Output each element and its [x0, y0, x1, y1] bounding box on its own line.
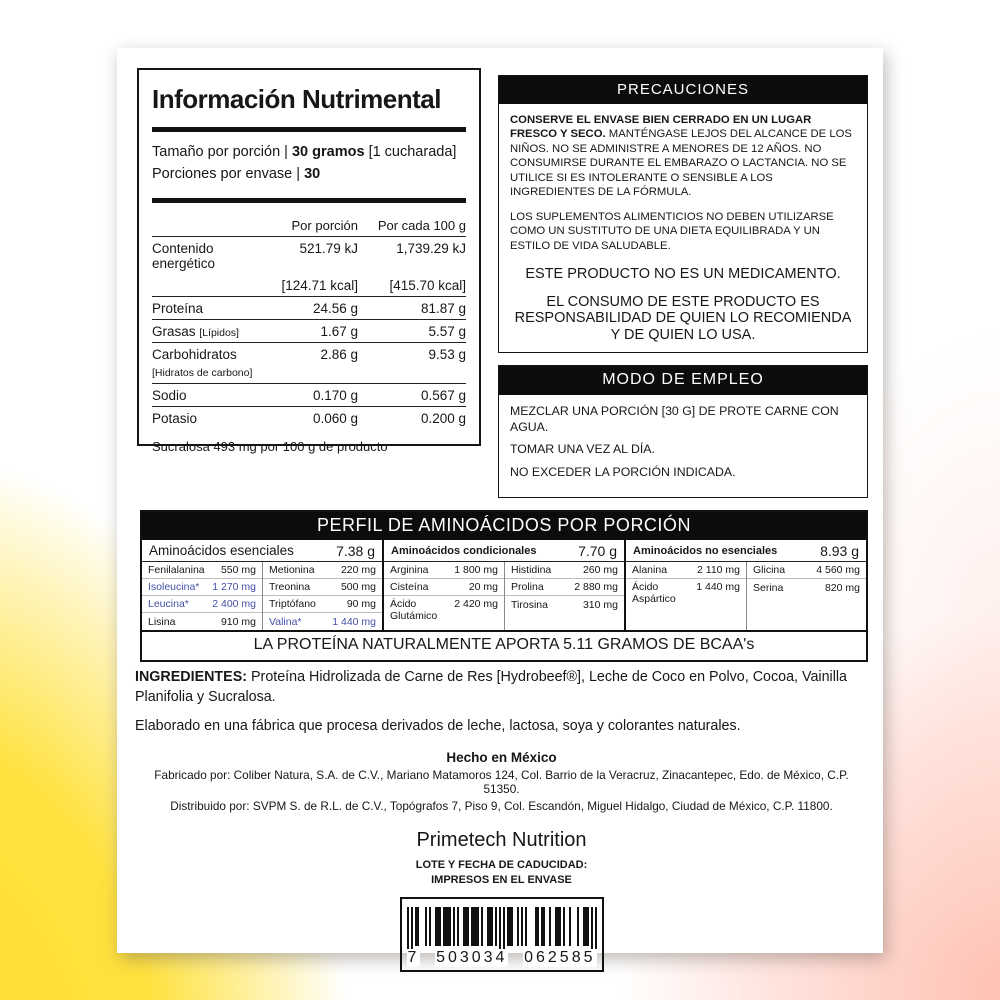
col-per-100g: Por cada 100 g [377, 217, 466, 233]
amino-cell: Glicina 4 560 mg [747, 562, 866, 579]
group-name: Aminoácidos no esenciales [633, 544, 778, 557]
divider-bar [152, 127, 466, 132]
nutrition-row-protein: Proteína 24.56 g 81.87 g [152, 297, 466, 320]
lot-info: LOTE Y FECHA DE CADUCIDAD: IMPRESOS EN EL ENVASE [415, 859, 588, 887]
group-total: 7.70 g [578, 542, 617, 559]
brand-name: Primetech Nutrition [416, 829, 587, 852]
amino-cell: Triptófano 90 mg [263, 596, 382, 613]
ingredients-label: INGREDIENTES: [135, 669, 248, 685]
allergen-statement: Elaborado en una fábrica que procesa derivados de leche, lactosa, soya y colorantes naturales. [135, 718, 741, 735]
usage-body [499, 395, 867, 497]
usage-line-2: TOMAR UNA VEZ AL DÍA. [510, 442, 655, 457]
amino-cell: Ácido Glutámico 2 420 mg [390, 598, 498, 623]
bcaa-note: LA PROTEÍNA NATURALMENTE APORTA 5.11 GRAMOS DE BCAA's [142, 630, 866, 660]
servings-per-container-value: 30 [304, 166, 321, 183]
barcode-digits: 7 503034 062585 [407, 949, 596, 967]
serving-size-row [152, 141, 466, 186]
amino-cell-bcaa: Valina* 1 440 mg [269, 615, 376, 628]
col-per-serving: Por porción [291, 217, 358, 233]
amino-cell: Tirosina 310 mg [511, 598, 618, 611]
group-total: 8.93 g [820, 542, 859, 559]
amino-profile-title: PERFIL DE AMINOÁCIDOS POR PORCIÓN [142, 512, 866, 540]
amino-cell: Metionina 220 mg [263, 562, 382, 579]
nutrition-row-potassium: Potasio 0.060 g 0.200 g [152, 410, 466, 426]
servings-per-container-label: Porciones por envase | [152, 166, 301, 183]
amino-cell-bcaa: Leucina* 2 400 mg [142, 596, 262, 613]
amino-cell: Treonina 500 mg [263, 579, 382, 596]
barcode-box [400, 897, 604, 972]
usage-title: MODO DE EMPLEO [499, 366, 867, 395]
amino-cell-bcaa: Isoleucina* 1 270 mg [142, 579, 262, 596]
amino-cell: Ácido Aspártico 1 440 mg [632, 581, 740, 606]
amino-group-nonessential [624, 540, 866, 630]
amino-cell: Lisina 910 mg [148, 615, 256, 628]
serving-size-note: [1 cucharada] [368, 144, 457, 160]
amino-cell: Arginina 1 800 mg [384, 562, 504, 579]
serving-size-label: Tamaño por porción | [152, 144, 288, 160]
nutrition-row-energy-kcal: [124.71 kcal] [415.70 kcal] [152, 274, 466, 297]
serving-size-value: 30 gramos [291, 144, 365, 160]
nutrition-row-energy: Contenido energético 521.79 kJ 1,739.29 kJ [152, 240, 466, 271]
amino-cell: Cisteína 20 mg [384, 579, 504, 596]
group-total: 7.38 g [336, 542, 375, 559]
label-footer [135, 658, 868, 972]
nutrition-row-carbs-alt: [Hidratos de carbono] [152, 365, 466, 384]
nutrition-row-carbs: Carbohidratos 2.86 g 9.53 g [152, 346, 466, 362]
distributor-address: Distribuido por: SVPM S. de R.L. de C.V., Topógrafos 7, Piso 9, Col. Escandón, Miguel Hidalgo, Ciudad de México, C.P. 11800. [170, 799, 833, 814]
amino-cell: Serina 820 mg [753, 581, 860, 594]
precautions-body [499, 104, 867, 353]
ingredients-paragraph: INGREDIENTES: Proteína Hidrolizada de Carne de Res [Hydrobeef®], Leche de Coco en Polvo, Cocoa, Vainilla Planifolia y Sucralosa. [135, 669, 848, 705]
amino-cell: Fenilalanina 550 mg [142, 562, 262, 579]
usage-line-3: NO EXCEDER LA PORCIÓN INDICADA. [510, 465, 736, 480]
group-name: Aminoácidos condicionales [391, 544, 537, 557]
nutrition-row-fat: Grasas [Lípidos] 1.67 g 5.57 g [152, 320, 466, 343]
manufacturer-address: Fabricado por: Coliber Natura, S.A. de C.V., Mariano Matamoros 124, Col. Barrio de la Veracruz, Zinacantepec, Edo. de México, C.P. 51350. [154, 768, 849, 797]
precautions-paragraph-2: LOS SUPLEMENTOS ALIMENTICIOS NO DEBEN UTILIZARSE COMO UN SUSTITUTO DE UNA DIETA EQUILIBRADA Y UN ESTILO DE VIDA SALUDABLE. [510, 210, 834, 252]
product-label-card [117, 48, 883, 967]
amino-cell: Prolina 2 880 mg [505, 579, 624, 596]
nutrition-facts-panel [137, 68, 481, 454]
nutrition-table-header [152, 212, 466, 237]
amino-profile-panel [140, 510, 868, 662]
usage-panel [498, 365, 868, 498]
precautions-not-medicine: ESTE PRODUCTO NO ES UN MEDICAMENTO. [525, 266, 841, 283]
usage-line-1: MEZCLAR UNA PORCIÓN [30 G] DE PROTE CARNE CON AGUA. [510, 404, 839, 434]
nutrition-title: Información Nutrimental [152, 84, 441, 114]
amino-group-essential [142, 540, 382, 630]
group-name: Aminoácidos esenciales [149, 543, 294, 558]
precautions-responsibility: EL CONSUMO DE ESTE PRODUCTO ES RESPONSABILIDAD DE QUIEN LO RECOMIENDA Y DE QUIEN LO USA. [514, 293, 852, 343]
amino-cell: Alanina 2 110 mg [626, 562, 746, 579]
nutrition-row-sodium: Sodio 0.170 g 0.567 g [152, 384, 466, 407]
barcode-icon [407, 907, 597, 953]
amino-cell: Histidina 260 mg [505, 562, 624, 579]
made-in-mexico: Hecho en México [446, 750, 557, 766]
amino-group-conditional [382, 540, 624, 630]
precautions-paragraph-1: CONSERVE EL ENVASE BIEN CERRADO EN UN LUGAR FRESCO Y SECO. MANTÉNGASE LEJOS DEL ALCANCE DE LOS NIÑOS. NO SE ADMINISTRE A MENORES DE 12 AÑOS. NO CONSUMIRSE DURANTE EL EMBARAZO O LACTANCIA. NO SE UTILICE SI ES INTOLERANTE O SENSIBLE A LOS INGREDIENTES DE LA FÓRMULA. [510, 114, 852, 199]
precautions-title: PRECAUCIONES [499, 76, 867, 104]
amino-groups [142, 540, 866, 630]
divider-bar [152, 198, 466, 203]
sucralose-footnote: Sucralosa 493 mg por 100 g de producto [152, 438, 388, 454]
precautions-panel [498, 75, 868, 353]
